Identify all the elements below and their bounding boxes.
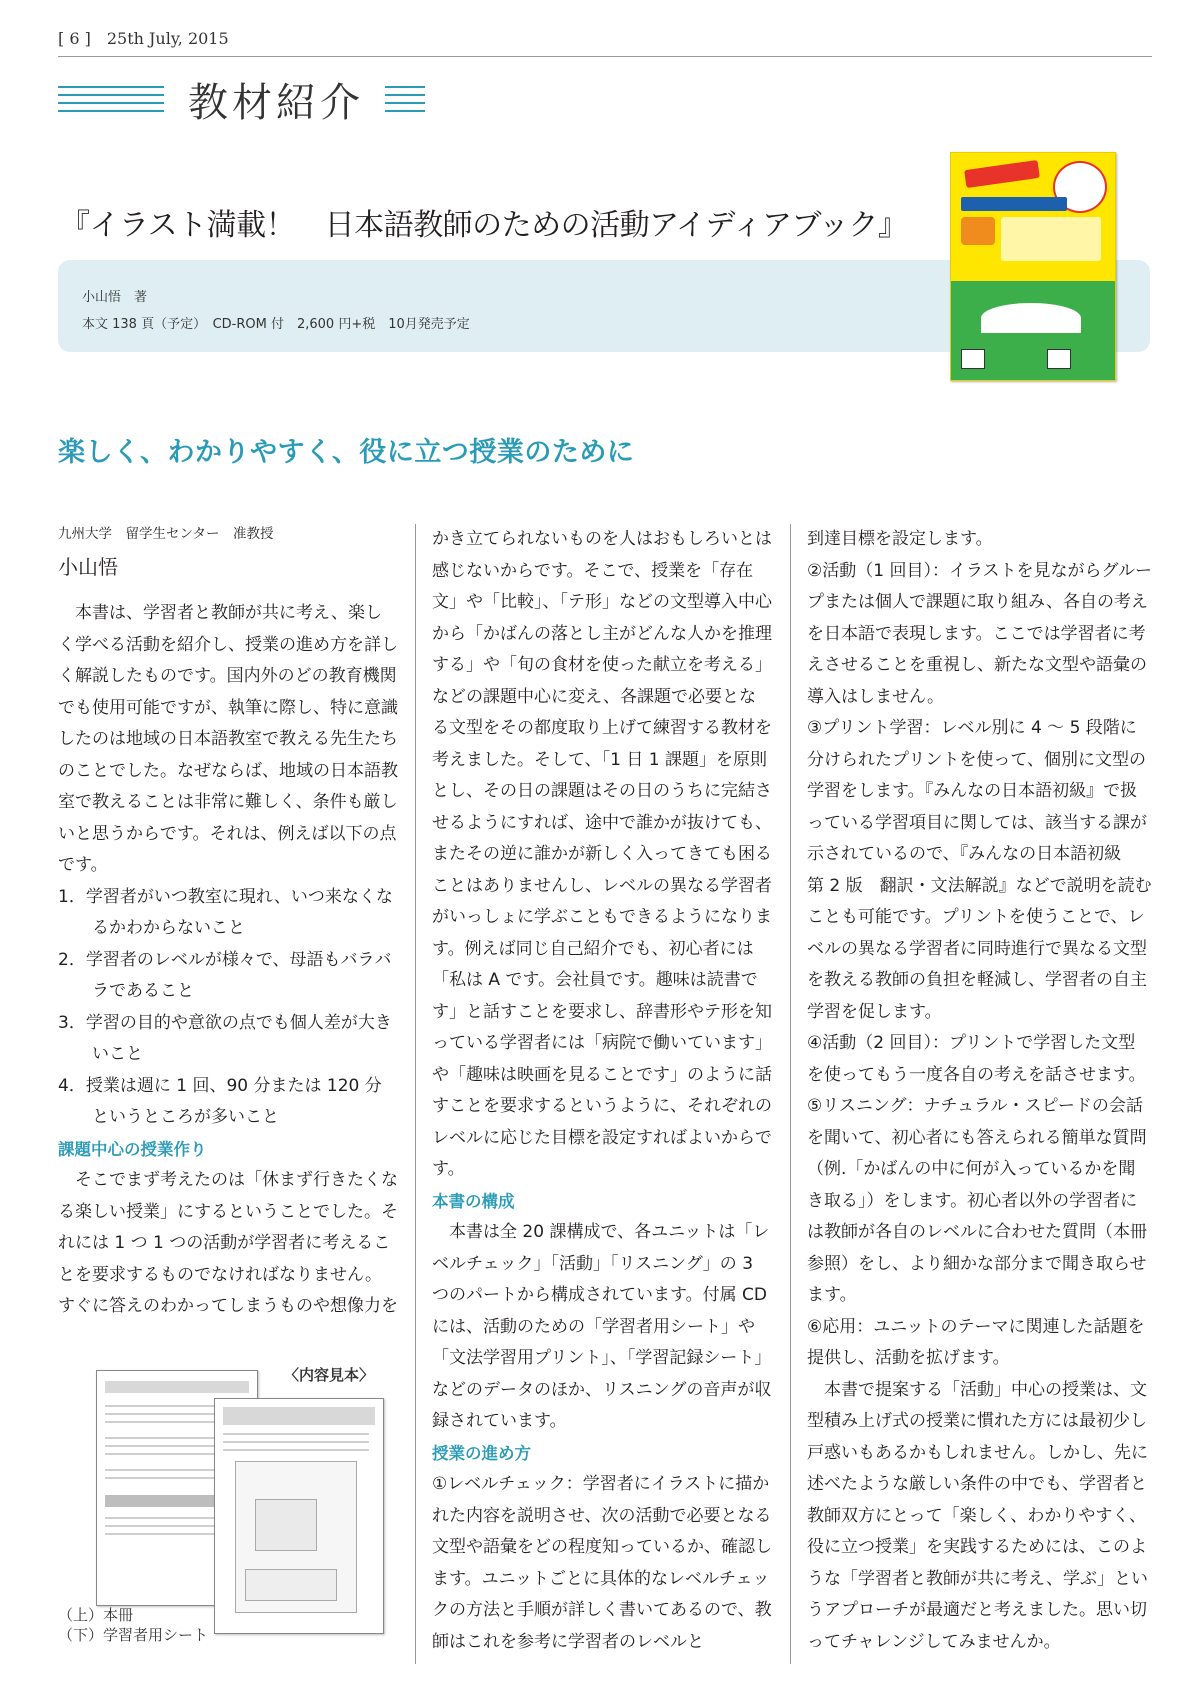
header-rule xyxy=(58,56,1152,57)
list-item: 4．授業は週に 1 回、90 分または 120 分というところが多いこと xyxy=(58,1075,382,1127)
paragraph: 本書は全 20 課構成で、各ユニットは「レベルチェック」「活動」「リスニング」の 3 つのパートから構成されています。付属 CD には、活動のための「学習者用シート」や「文法学習用プリント」、「学習記録シート」などのデータのほか、リスニングの音声が収録されています。 xyxy=(432,1222,772,1431)
article-column-3 xyxy=(807,524,1152,1658)
author-name: 小山悟 xyxy=(58,555,118,579)
list-item: 3．学習の目的や意欲の点でも個人差が大きいこと xyxy=(58,1012,392,1064)
section-heading: 本書の構成 xyxy=(432,1191,515,1211)
paragraph: かき立てられないものを人はおもしろいとは感じないからです。そこで、授業を「存在文」や「比較」、「テ形」などの文型導入中心から「かばんの落とし主がどんな人かを推理する」や「旬の食材を使った献立を考える」などの課題中心に変え、各課題で必要となる文型をその都度取り上げて練習する教材を考えました。そして、「1 日 1 課題」を原則とし、その日の課題はその日のうちに完結させるようにすれば、途中で誰かが抜けても、またその逆に誰かが新しく入ってきても困ることはありませんし、レベルの異なる学習者がいっしょに学ぶこともできるようになります。例えば同じ自己紹介でも、初心者には「私は A です。会社員です。趣味は読書です」と話すことを要求し、辞書形やテ形を知っている学習者には「病院で働いています」や「趣味は映画を見ることです」のように話すことを要求するというように、それぞれのレベルに応じた目標を設定すればよいからです。 xyxy=(432,529,772,1179)
paragraph: 到達目標を設定します。 xyxy=(807,529,993,549)
author-affiliation: 九州大学 留学生センター 准教授 xyxy=(58,526,274,542)
article-subtitle: 楽しく、わかりやすく、役に立つ授業のために xyxy=(58,437,635,468)
paragraph: そこでまず考えたのは「休まず行きたくなる楽しい授業」にするということでした。それには 1 つ 1 つの活動が学習者に考えることを要求するものでなければなりません。すぐに答えのわかってしまうものや想像力を xyxy=(58,1170,398,1316)
book-specs: 本文 138 頁（予定） CD-ROM 付 2,600 円+税 10月発売予定 xyxy=(82,317,470,332)
sample-label: 〈内容見本〉 xyxy=(284,1366,375,1384)
step-item: ③プリント学習：レベル別に 4 ～ 5 段階に分けられたプリントを使って、個別に文型の学習をします。『みんなの日本語初級』で扱っている学習項目に関しては、該当する課が示されているので、『みんなの日本語初級 第 2 版 翻訳・文法解説』などで説明を読むことも可能です。プリントを使うことで、レベルの異なる学習者に同時進行で異なる文型を教える教師の負担を軽減し、学習者の自主学習を促します。 xyxy=(807,718,1152,1022)
title-decoration-left xyxy=(58,86,164,114)
step-item: ⑤リスニング：ナチュラル・スピードの会話を聞いて、初心者にも答えられる簡単な質問（例.「かばんの中に何が入っているかを聞き取る」）をします。初心者以外の学習者には教師が各自のレベルに合わせた質問（本冊参照）をし、より細かな部分まで聞き取らせます。 xyxy=(807,1096,1147,1305)
list-item: 2．学習者のレベルが様々で、母語もバラバラであること xyxy=(58,949,392,1001)
section-heading: 授業の進め方 xyxy=(432,1443,531,1463)
list-item: 1．学習者がいつ教室に現れ、いつ来なくなるかわからないこと xyxy=(58,886,393,938)
sample-page-learner-sheet xyxy=(214,1398,384,1634)
column-divider xyxy=(790,524,791,1664)
article-column-2 xyxy=(432,524,772,1658)
caption-learner-sheet: （下）学習者用シート xyxy=(58,1626,209,1644)
step-item: ⑥応用：ユニットのテーマに関連した話題を提供し、活動を拡げます。 xyxy=(807,1316,1145,1368)
article-column-1 xyxy=(58,524,398,1323)
paragraph: 本書は、学習者と教師が共に考え、楽しく学べる活動を紹介し、授業の進め方を詳しく解説したものです。国内外のどの教育機関でも使用可能ですが、執筆に際し、特に意識したのは地域の日本語教室で教える先生たちのことでした。なぜならば、地域の日本語教室で教えることは非常に難しく、条件も厳しいと思うからです。それは、例えば以下の点です。 xyxy=(58,603,398,875)
caption-main-book: （上）本冊 xyxy=(58,1606,134,1624)
book-author: 小山悟 著 xyxy=(82,290,148,305)
paragraph: ①レベルチェック：学習者にイラストに描かれた内容を説明させ、次の活動で必要となる文型や語彙をどの程度知っているか、確認します。ユニットごとに具体的なレベルチェックの方法と手順が詳しく書いてあるので、教師はこれを参考に学習者のレベルと xyxy=(432,1474,772,1652)
section-title: 教材紹介 xyxy=(188,80,364,126)
title-decoration-right xyxy=(385,86,425,114)
book-title: 『イラスト満載！ 日本語教師のための活動アイディアブック』 xyxy=(60,208,908,243)
section-heading: 課題中心の授業作り xyxy=(58,1139,207,1159)
step-item: ④活動（2 回目）：プリントで学習した文型を使ってもう一度各自の考えを話させます。 xyxy=(807,1033,1146,1085)
column-divider xyxy=(415,524,416,1664)
paragraph: 本書で提案する「活動」中心の授業は、文型積み上げ式の授業に慣れた方には最初少し戸惑いもあるかもしれません。しかし、先に述べたような厳しい条件の中でも、学習者と教師双方にとって「楽しく、わかりやすく、役に立つ授業」を実践するためには、このような「学習者と教師が共に考え、学ぶ」というアプローチが最適だと考えました。思い切ってチャレンジしてみませんか。 xyxy=(807,1379,1149,1652)
book-cover-image xyxy=(950,152,1116,381)
page-number-date: [ 6 ] 25th July, 2015 xyxy=(58,29,229,48)
step-item: ②活動（1 回目）：イラストを見ながらグループまたは個人で課題に取り組み、各自の考えを日本語で表現します。ここでは学習者に考えさせることを重視し、新たな文型や語彙の導入はしません。 xyxy=(807,560,1152,707)
